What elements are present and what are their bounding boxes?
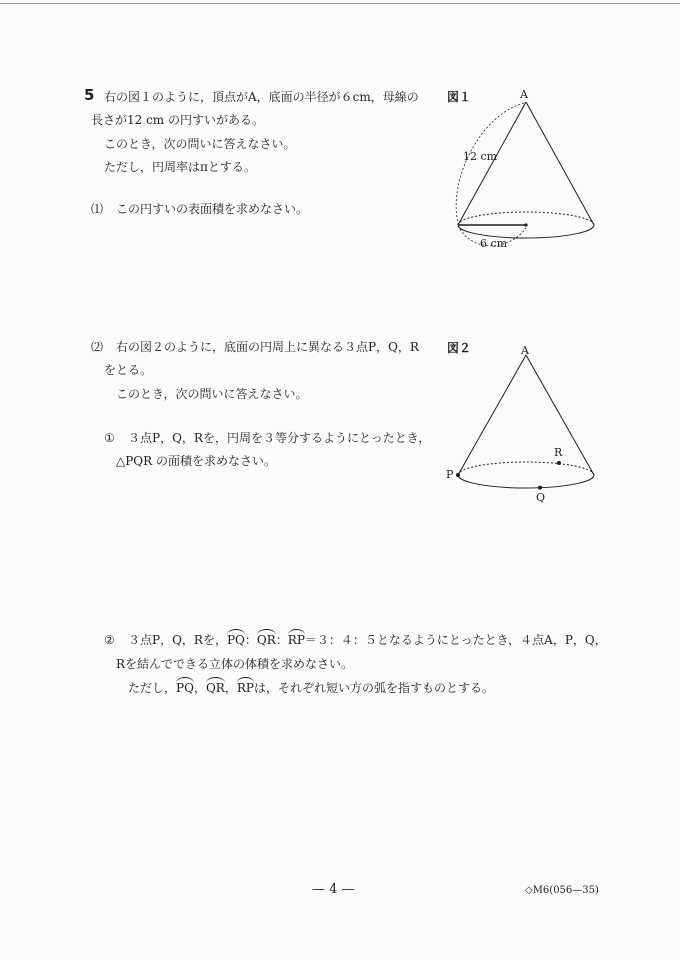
ratio-sep-1: ： — [244, 633, 257, 647]
q2-line-1: 右の図２のように，底面の円周上に異なる３点P，Q，R — [116, 340, 419, 354]
intro-line-1: 右の図１のように，頂点がA，底面の半径が６cm，母線の — [104, 90, 419, 104]
note-pre: ただし， — [128, 681, 177, 695]
arc-rp: RP — [287, 633, 305, 647]
fig2-point-r — [557, 461, 561, 465]
page-number: — 4 — — [312, 882, 355, 897]
scan-top-edge — [0, 3, 680, 4]
fig2-base-back — [458, 462, 594, 475]
fig1-base-back — [458, 212, 594, 225]
arc-pq: PQ — [226, 633, 245, 647]
figure-2-cone — [440, 335, 610, 510]
q2-sub2-pre: ３点P，Q，Rを， — [128, 633, 227, 647]
fig1-base-front — [458, 225, 594, 238]
problem-number: 5 — [84, 86, 95, 104]
fig1-right-edge — [526, 102, 594, 225]
exam-code: ◇M6(056—35) — [525, 885, 599, 896]
note-post: は，それぞれ短い方の弧を指すものとする。 — [253, 681, 494, 695]
q2-sub2-line-1 — [128, 633, 607, 648]
q2-sub2-label: ② — [104, 633, 115, 647]
q2-sub2-post: ＝３：４：５となるようにとったとき，４点A，P，Q， — [304, 633, 607, 647]
figure-2-title: 図２ — [447, 341, 472, 355]
figure-1-cone — [440, 85, 610, 260]
fig1-slant-label: 12 cm — [463, 150, 498, 163]
q2-line-3: このとき，次の問いに答えなさい。 — [116, 387, 308, 401]
fig1-center-dot — [524, 223, 527, 226]
intro-line-4: ただし，円周率はπとする。 — [104, 160, 256, 174]
arc-qr: QR — [256, 633, 276, 647]
fig1-radius-label: 6 cm — [480, 237, 508, 250]
fig2-apex-label: A — [521, 344, 529, 357]
note-arc-qr: QR — [205, 681, 225, 695]
figure-1-title: 図１ — [447, 90, 472, 104]
fig2-q-label: Q — [536, 491, 546, 504]
q2-label: ⑵ — [91, 340, 104, 354]
q2-sub1-label: ① — [104, 431, 115, 445]
fig2-p-label: P — [446, 468, 454, 481]
ratio-sep-2: ： — [275, 633, 288, 647]
fig1-left-edge — [458, 102, 526, 225]
fig1-slant-dimension — [456, 103, 524, 223]
fig2-r-label: R — [554, 446, 563, 459]
note-arc-pq: PQ — [176, 681, 194, 695]
intro-line-2: 長さが12 cm の円すいがある。 — [91, 113, 264, 127]
q1-text: この円すいの表面積を求めなさい。 — [116, 202, 309, 216]
fig2-base-front — [458, 475, 594, 488]
q2-sub2-line-2: Rを結んでできる立体の体積を求めなさい。 — [116, 657, 354, 671]
intro-line-3: このとき，次の問いに答えなさい。 — [104, 137, 296, 151]
q2-sub1-line-1: ３点P，Q，Rを，円周を３等分するようにとったとき， — [128, 431, 431, 445]
note-comma-2: ， — [224, 681, 237, 695]
q2-line-2: をとる。 — [104, 363, 153, 377]
fig1-apex-label: A — [520, 88, 528, 101]
fig2-left-edge — [458, 355, 526, 475]
q1-label: ⑴ — [91, 202, 104, 216]
note-arc-rp: RP — [236, 681, 254, 695]
fig2-point-p — [456, 473, 460, 477]
q2-sub2-note — [128, 681, 494, 696]
q2-sub1-line-2: △PQR の面積を求めなさい。 — [116, 454, 276, 468]
fig2-point-q — [538, 486, 542, 490]
note-comma-1: ， — [193, 681, 206, 695]
